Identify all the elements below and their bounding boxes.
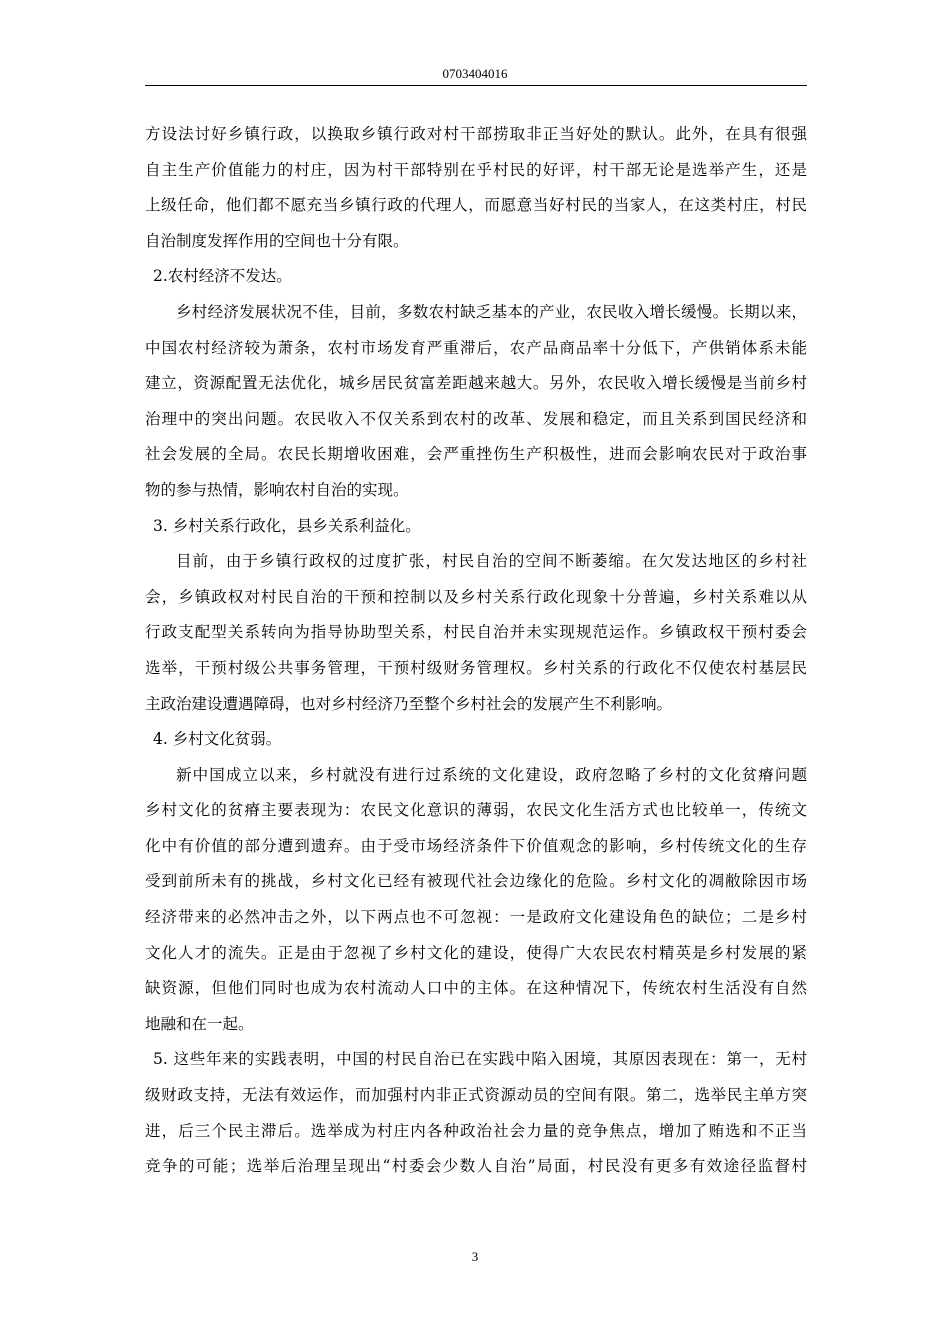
body-line: 受到前所未有的挑战，乡村文化已经有被现代社会边缘化的危险。乡村文化的凋敝除因市场 — [145, 872, 807, 891]
body-line: 行政支配型关系转向为指导协助型关系，村民自治并未实现规范运作。乡镇政权干预村委会 — [145, 623, 807, 642]
body-line: 主政治建设遭遇障碍，也对乡村经济乃至整个乡村社会的发展产生不利影响。 — [145, 694, 673, 713]
body-line: 化中有价值的部分遭到遗弃。由于受市场经济条件下价值观念的影响，乡村传统文化的生存 — [145, 836, 807, 855]
body-line: 选举，干预村级公共事务管理，干预村级财务管理权。乡村关系的行政化不仅使农村基层民 — [145, 658, 807, 677]
body-line: 自治制度发挥作用的空间也十分有限。 — [145, 231, 409, 250]
body-line: 目前，由于乡镇行政权的过度扩张，村民自治的空间不断萎缩。在欠发达地区的乡村社 — [176, 552, 807, 571]
section-heading: 2.农村经济不发达。 — [153, 267, 292, 286]
body-line: 进，后三个民主滞后。选举成为村庄内各种政治社会力量的竞争焦点，增加了贿选和不正当 — [145, 1121, 807, 1140]
body-line: 竞争的可能；选举后治理呈现出“村委会少数人自治”局面，村民没有更多有效途径监督村 — [145, 1157, 807, 1176]
body-line: 中国农村经济较为萧条，农村市场发育严重滞后，农产品商品率十分低下，产供销体系未能 — [145, 338, 807, 357]
section-heading: 4. 乡村文化贫弱。 — [153, 730, 282, 749]
body-line: 物的参与热情，影响农村自治的实现。 — [145, 480, 409, 499]
body-line: 自主生产价值能力的村庄，因为村干部特别在乎村民的好评，村干部无论是选举产生，还是 — [145, 160, 807, 179]
page-number: 3 — [471, 1249, 479, 1264]
section-heading: 3. 乡村关系行政化，县乡关系利益化。 — [153, 516, 421, 535]
document-body — [145, 117, 807, 1185]
body-line: 治理中的突出问题。农民收入不仅关系到农村的改革、发展和稳定，而且关系到国民经济和 — [145, 409, 807, 428]
body-line: 方设法讨好乡镇行政，以换取乡镇行政对村干部捞取非正当好处的默认。此外，在具有很强 — [145, 125, 807, 143]
body-line: 建立，资源配置无法优化，城乡居民贫富差距越来越大。另外，农民收入增长缓慢是当前乡村 — [145, 374, 807, 393]
page-header-id: 0703404016 — [442, 66, 508, 81]
header-rule — [145, 85, 807, 86]
body-line: 地融和在一起。 — [145, 1014, 254, 1033]
body-line: 经济带来的必然冲击之外，以下两点也不可忽视：一是政府文化建设角色的缺位；二是乡村 — [145, 908, 807, 927]
body-line: 社会发展的全局。农民长期增收困难，会严重挫伤生产积极性，进而会影响农民对于政治事 — [145, 445, 807, 464]
body-line: 上级任命，他们都不愿充当乡镇行政的代理人，而愿意当好村民的当家人，在这类村庄，村民 — [145, 196, 807, 215]
body-line: 新中国成立以来，乡村就没有进行过系统的文化建设，政府忽略了乡村的文化贫瘠问题 — [176, 765, 807, 784]
section-heading: 5. 这些年来的实践表明，中国的村民自治已在实践中陷入困境，其原因表现在：第一，无村 — [153, 1050, 807, 1069]
body-line: 乡村文化的贫瘠主要表现为：农民文化意识的薄弱，农民文化生活方式也比较单一，传统文 — [145, 801, 807, 820]
body-line: 乡村经济发展状况不佳，目前，多数农村缺乏基本的产业，农民收入增长缓慢。长期以来， — [176, 302, 807, 321]
body-line: 缺资源，但他们同时也成为农村流动人口中的主体。在这种情况下，传统农村生活没有自然 — [145, 979, 807, 998]
body-line: 会，乡镇政权对村民自治的干预和控制以及乡村关系行政化现象十分普遍，乡村关系难以从 — [145, 587, 807, 606]
body-line: 文化人才的流失。正是由于忽视了乡村文化的建设，使得广大农民农村精英是乡村发展的紧 — [145, 943, 807, 962]
body-line: 级财政支持，无法有效运作，而加强村内非正式资源动员的空间有限。第二，选举民主单方突 — [145, 1086, 807, 1105]
